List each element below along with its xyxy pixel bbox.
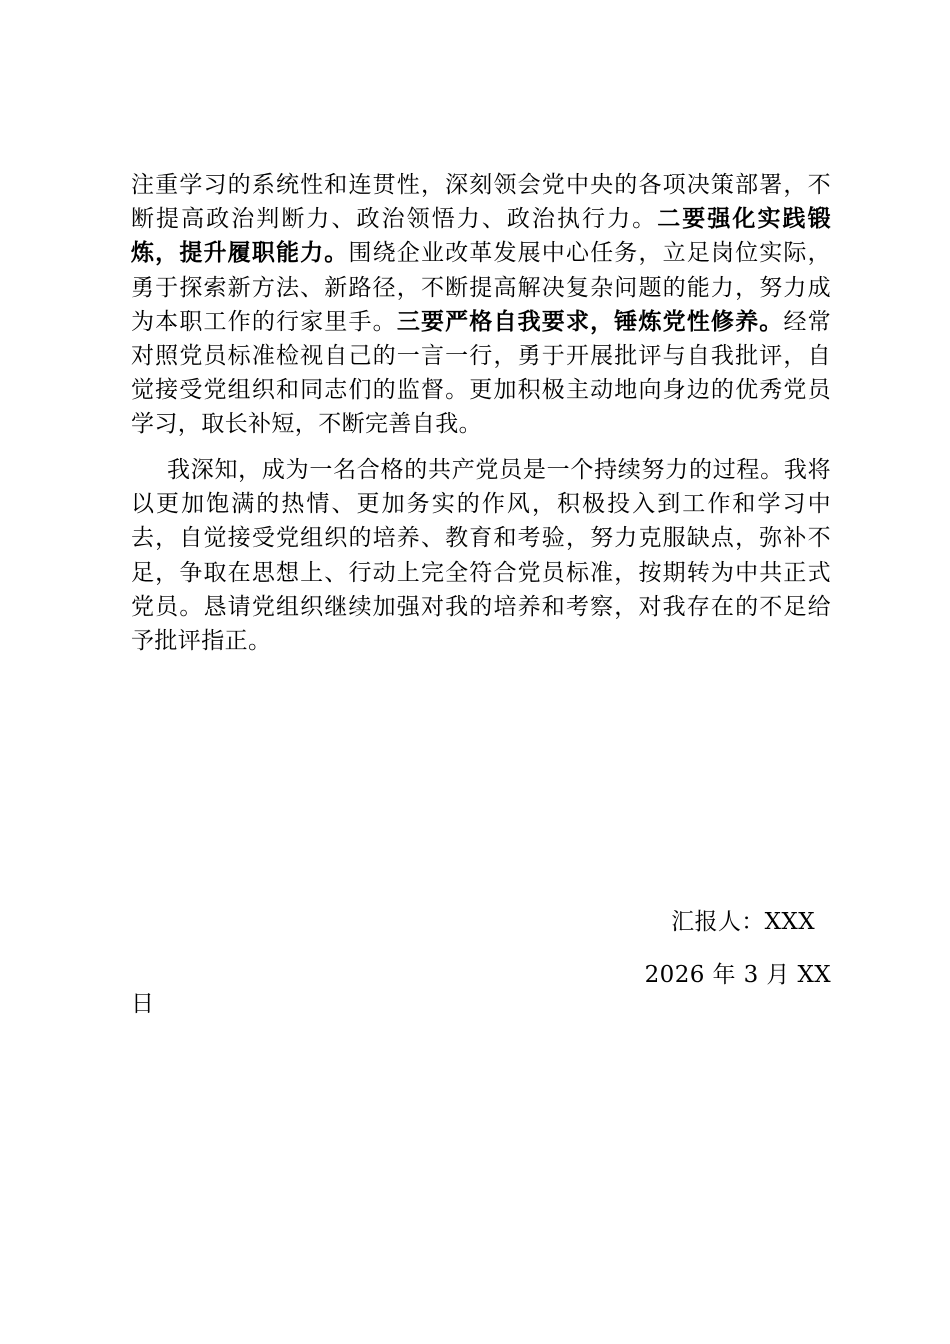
paragraph-1-text-c: 经常对照党员标准检视自己的一言一行，勇于开展批评与自我批评，自觉接受党组织和同志们的监督。更加积极主动地向身边的优秀党员学习，取长补短，不断完善自我。 (131, 308, 832, 438)
paragraph-2-text: 我深知，成为一名合格的共产党员是一个持续努力的过程。我将以更加饱满的热情、更加务实的作风，积极投入到工作和学习中去，自觉接受党组织的培养、教育和考验，努力克服缺点，弥补不足，争取在思想上、行动上完全符合党员标准，按期转为中共正式党员。恳请党组织继续加强对我的培养和考察，对我存在的不足给予批评指正。 (131, 457, 831, 655)
paragraph-1 (131, 168, 831, 442)
paragraph-2 (131, 453, 831, 658)
signature-date: 2026 年 3 月 XX (644, 962, 831, 988)
signature-date-wrap: 日 (131, 991, 155, 1017)
signature-reporter: 汇报人：XXX (671, 909, 815, 935)
paragraph-1-bold-heading-2: 二要强化实践锻炼，提升履职能力。 (131, 205, 831, 267)
paragraph-1-text-b: 围绕企业改革发展中心任务，立足岗位实际，勇于探索新方法、新路径，不断提高解决复杂问题的能力，努力成为本职工作的行家里手。 (131, 240, 831, 335)
paragraph-1-text-a: 注重学习的系统性和连贯性，深刻领会党中央的各项决策部署，不断提高政治判断力、政治领悟力、政治执行力。 (131, 172, 831, 233)
paragraph-1-bold-heading-3: 三要严格自我要求，锤炼党性修养。 (396, 307, 784, 335)
